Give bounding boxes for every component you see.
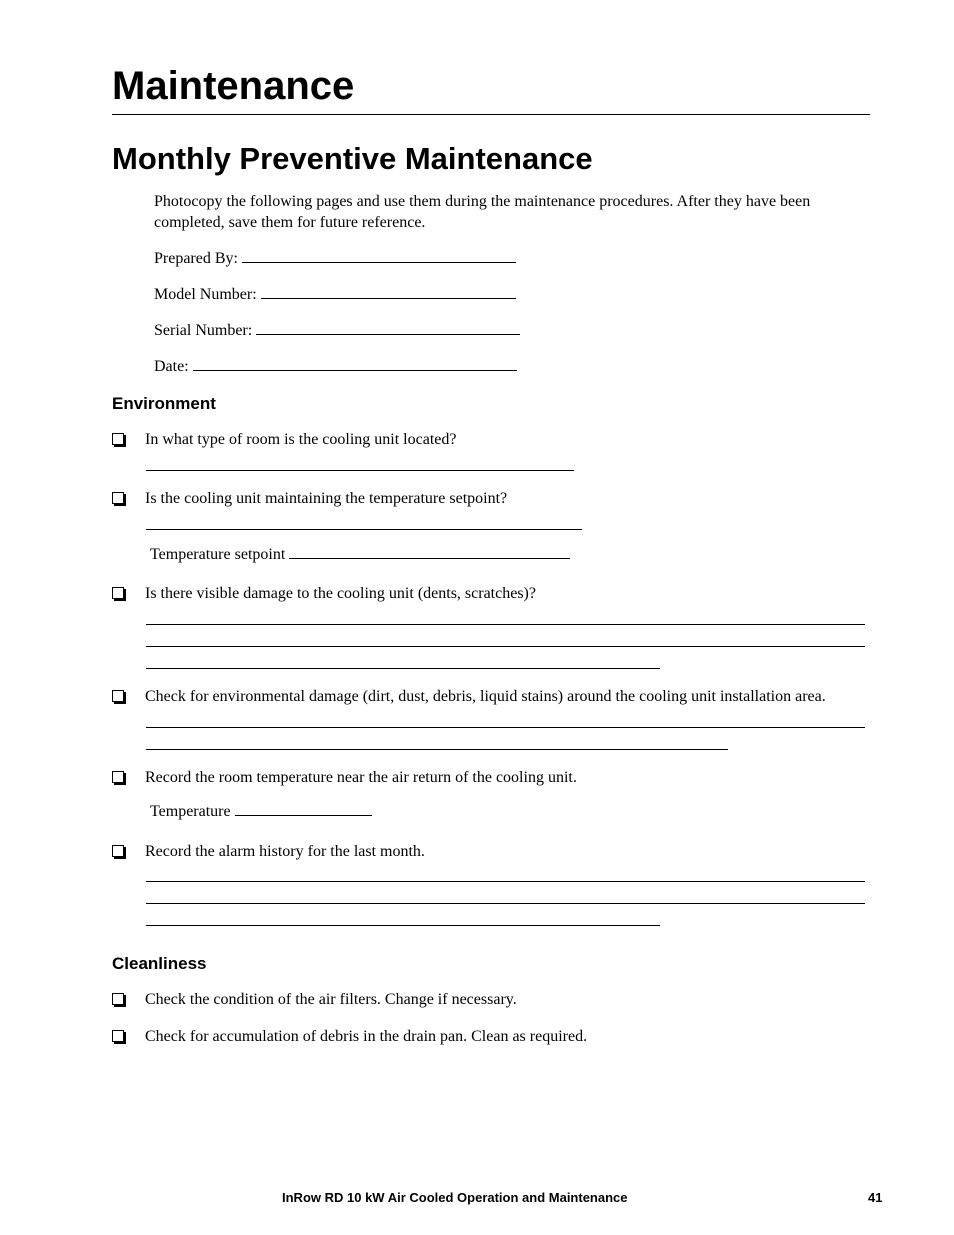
temperature-setpoint-blank[interactable] xyxy=(289,544,570,559)
page-title: Maintenance xyxy=(112,64,355,108)
answer-line[interactable] xyxy=(146,727,865,728)
cleanliness-item-2: Check for accumulation of debris in the drain pan. Clean as required. xyxy=(145,1028,588,1045)
model-number-field[interactable] xyxy=(154,284,516,305)
prepared-by-field[interactable] xyxy=(154,248,516,269)
cleanliness-checkbox-1[interactable] xyxy=(112,993,124,1005)
environment-checkbox-1[interactable] xyxy=(112,433,124,445)
intro-paragraph: Photocopy the following pages and use them during the maintenance procedures. After they have been completed, save them for future reference. xyxy=(154,193,811,231)
prepared-by-label: Prepared By: xyxy=(154,250,238,267)
answer-line[interactable] xyxy=(146,903,865,904)
environment-checkbox-2[interactable] xyxy=(112,492,124,504)
page-number: 41 xyxy=(868,1190,883,1205)
answer-line[interactable] xyxy=(146,470,574,471)
footer-document-title: InRow RD 10 kW Air Cooled Operation and Maintenance xyxy=(282,1190,628,1205)
environment-item-4: Check for environmental damage (dirt, dust, debris, liquid stains) around the cooling unit installation area. xyxy=(145,688,826,705)
environment-checkbox-6[interactable] xyxy=(112,845,124,857)
model-number-label: Model Number: xyxy=(154,286,257,303)
serial-number-blank[interactable] xyxy=(256,320,520,335)
environment-heading: Environment xyxy=(112,394,216,413)
temperature-setpoint-label: Temperature setpoint xyxy=(150,546,286,563)
prepared-by-blank[interactable] xyxy=(242,248,516,263)
temperature-label: Temperature xyxy=(150,803,231,820)
cleanliness-heading: Cleanliness xyxy=(112,954,207,973)
answer-line[interactable] xyxy=(146,624,865,625)
environment-item-3: Is there visible damage to the cooling unit (dents, scratches)? xyxy=(145,585,536,602)
temperature-blank[interactable] xyxy=(235,801,372,816)
temperature-setpoint-field[interactable] xyxy=(150,544,570,565)
date-field[interactable] xyxy=(154,356,517,377)
section-title: Monthly Preventive Maintenance xyxy=(112,141,593,176)
environment-item-6: Record the alarm history for the last month. xyxy=(145,843,425,860)
cleanliness-checkbox-2[interactable] xyxy=(112,1030,124,1042)
answer-line[interactable] xyxy=(146,668,660,669)
environment-checkbox-3[interactable] xyxy=(112,587,124,599)
date-blank[interactable] xyxy=(193,356,517,371)
environment-item-1: In what type of room is the cooling unit located? xyxy=(145,431,457,448)
answer-line[interactable] xyxy=(146,749,728,750)
answer-line[interactable] xyxy=(146,925,660,926)
environment-item-2: Is the cooling unit maintaining the temperature setpoint? xyxy=(145,490,508,507)
answer-line[interactable] xyxy=(146,881,865,882)
serial-number-field[interactable] xyxy=(154,320,520,341)
date-label: Date: xyxy=(154,358,189,375)
model-number-blank[interactable] xyxy=(261,284,516,299)
temperature-field[interactable] xyxy=(150,801,372,822)
cleanliness-item-1: Check the condition of the air filters. Change if necessary. xyxy=(145,991,517,1008)
answer-line[interactable] xyxy=(146,646,865,647)
title-rule xyxy=(112,114,870,115)
serial-number-label: Serial Number: xyxy=(154,322,253,339)
environment-checkbox-4[interactable] xyxy=(112,690,124,702)
environment-item-5: Record the room temperature near the air return of the cooling unit. xyxy=(145,769,577,786)
answer-line[interactable] xyxy=(146,529,582,530)
environment-checkbox-5[interactable] xyxy=(112,771,124,783)
